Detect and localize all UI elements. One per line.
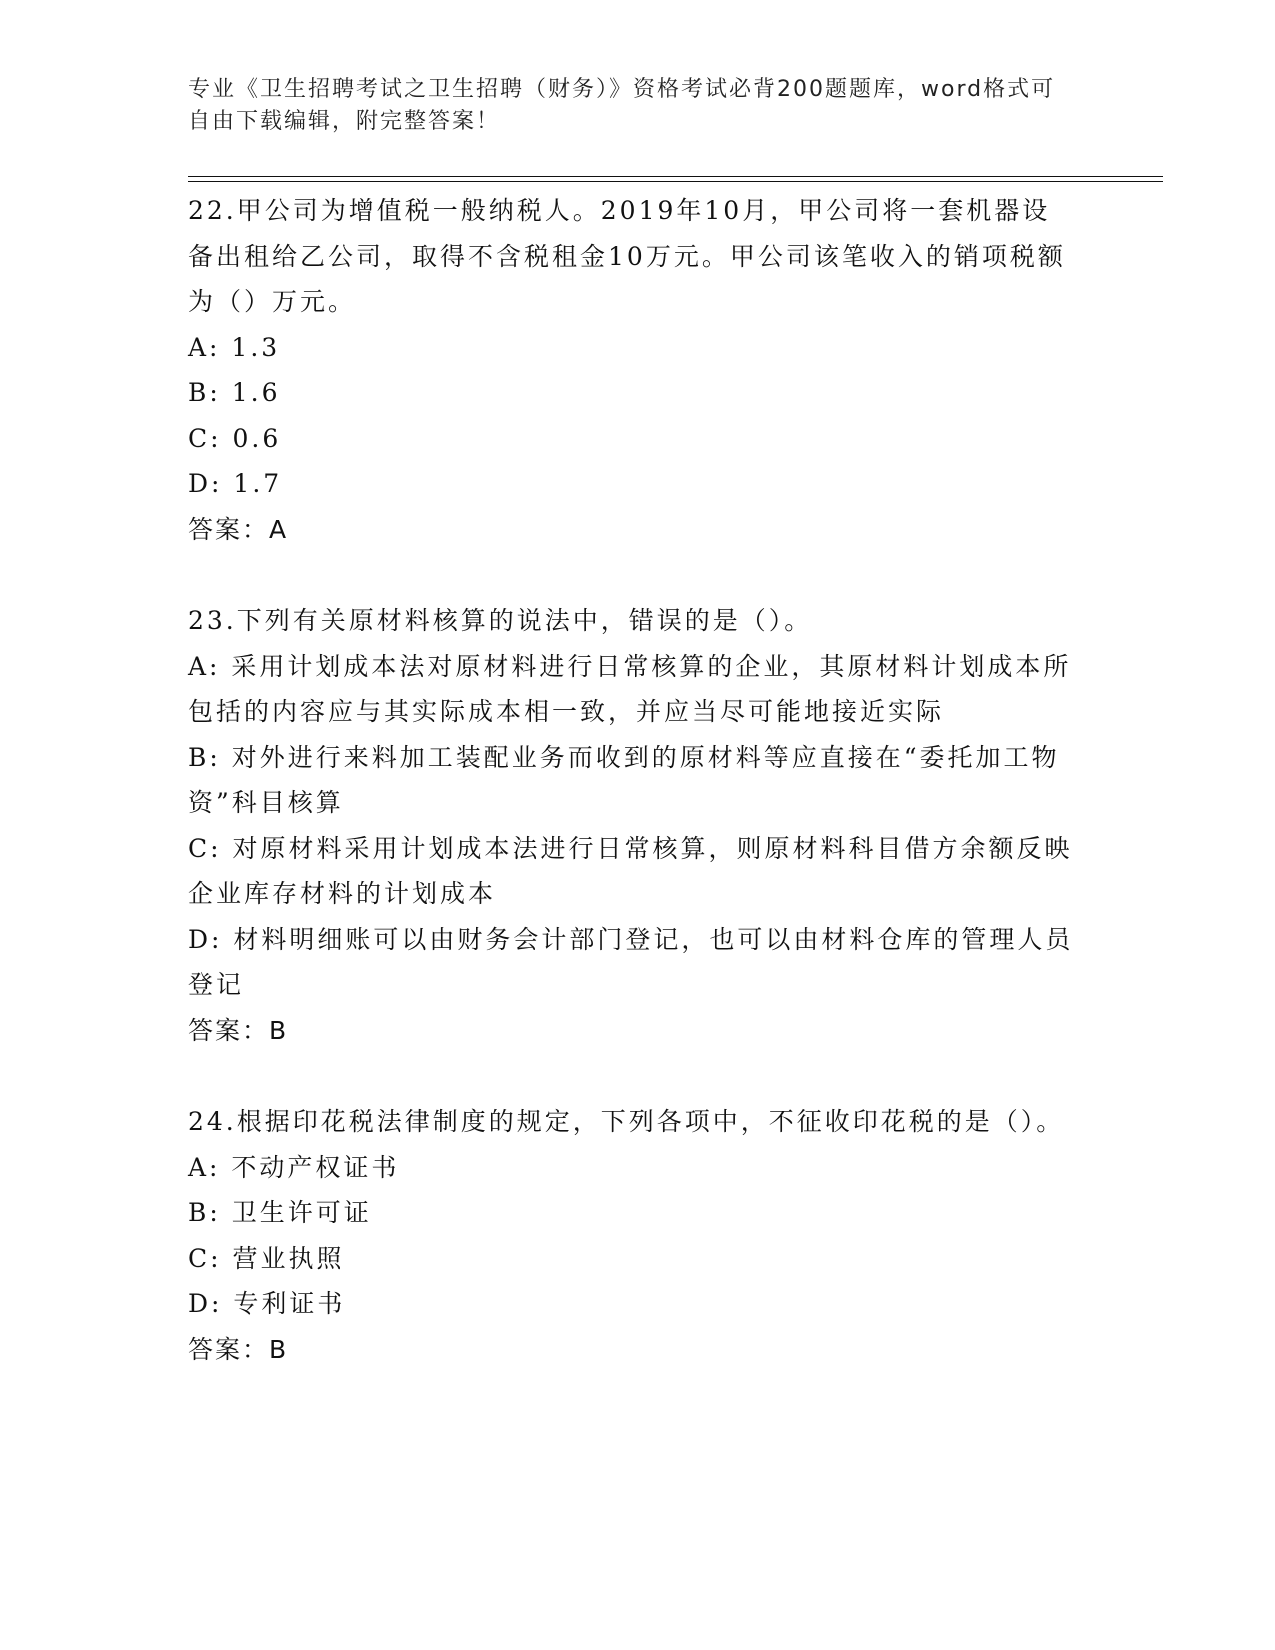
answer-line: 答案：B [188, 1334, 289, 1364]
question-24 [188, 1099, 1078, 1372]
header-divider-top [188, 176, 1163, 177]
option-b: B: 1.6 [188, 378, 281, 407]
option-d: D: 1.7 [188, 469, 283, 498]
option-b: B: 卫生许可证 [188, 1198, 372, 1227]
option-c: C: 对原材料采用计划成本法进行日常核算，则原材料科目借方余额反映企业库存材料的计划成本 [188, 833, 1073, 908]
question-22 [188, 188, 1078, 552]
option-c: C: 营业执照 [188, 1243, 345, 1273]
question-stem: 23.下列有关原材料核算的说法中，错误的是（）。 [188, 606, 813, 635]
option-b: B: 对外进行来料加工装配业务而收到的原材料等应直接在“委托加工物资”科目核算 [188, 742, 1060, 817]
question-23 [188, 598, 1078, 1053]
document-header-title: 专业《卫生招聘考试之卫生招聘（财务）》资格考试必背200题题库，word格式可自由下载编辑，附完整答案！ [188, 77, 1056, 134]
header-divider-bottom [188, 181, 1163, 182]
option-a: A: 采用计划成本法对原材料进行日常核算的企业，其原材料计划成本所包括的内容应与其实际成本相一致，并应当尽可能地接近实际 [188, 651, 1072, 726]
option-d: D: 材料明细账可以由财务会计部门登记，也可以由材料仓库的管理人员登记 [188, 924, 1074, 999]
option-c: C: 0.6 [188, 423, 282, 453]
answer-line: 答案：B [188, 1015, 289, 1045]
option-a: A: 不动产权证书 [188, 1152, 400, 1182]
question-stem: 24.根据印花税法律制度的规定，下列各项中，不征收印花税的是（）。 [188, 1107, 1065, 1136]
option-d: D: 专利证书 [188, 1289, 346, 1318]
answer-line: 答案：A [188, 514, 289, 544]
option-a: A: 1.3 [188, 332, 281, 362]
question-stem: 22.甲公司为增值税一般纳税人。2019年10月，甲公司将一套机器设备出租给乙公司，取得不含税租金10万元。甲公司该笔收入的销项税额为（）万元。 [188, 196, 1066, 316]
